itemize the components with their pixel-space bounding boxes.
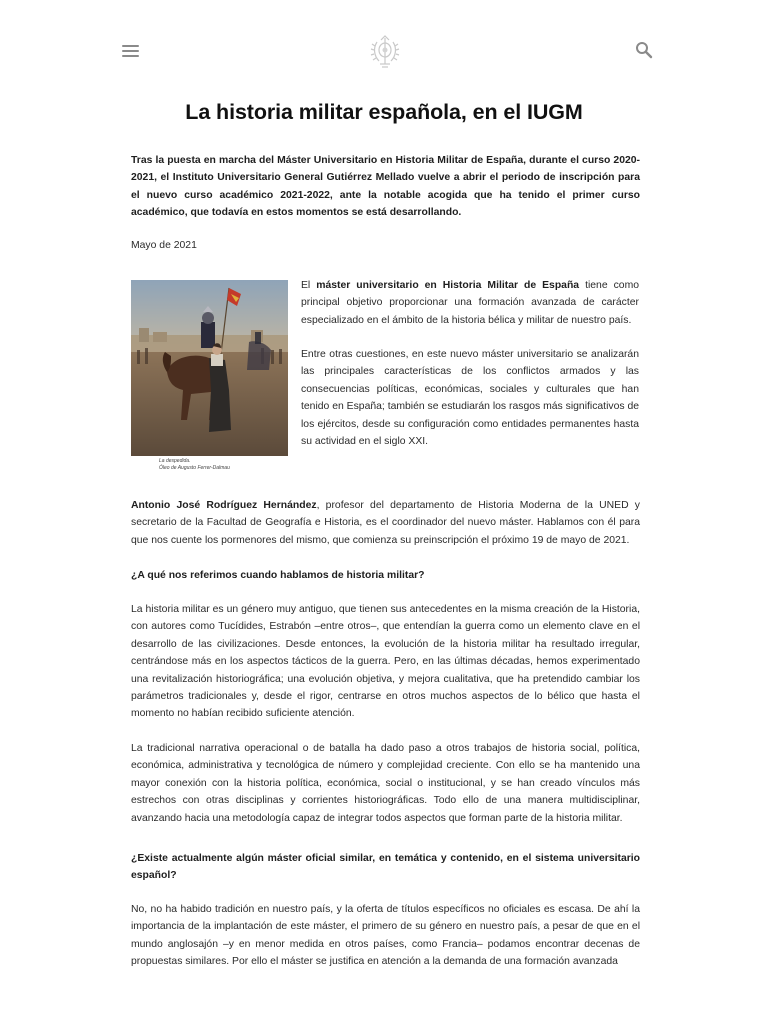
master-name: máster universitario en Historia Militar de España [316, 280, 580, 291]
image-caption [159, 458, 230, 472]
article-lead: Tras la puesta en marcha del Máster Universitario en Historia Militar de España, durante el curso 2020-2021, el Instituto Universitario General Gutiérrez Mellado vuelve a abrir el periodo de inscripción para el nuevo curso académico 2021-2022, ante la notable acogida que ha tenido el primer curso académico, que todavía en estos momentos se está desarrollando. [131, 155, 640, 219]
caption-title: La despedida. [159, 458, 191, 464]
author-paragraph [131, 497, 640, 549]
intro-paragraph [301, 277, 639, 329]
question-heading: ¿A qué nos referimos cuando hablamos de historia militar? [131, 570, 425, 581]
author-name: Antonio José Rodríguez Hernández [131, 500, 317, 511]
top-bar [0, 0, 768, 100]
hamburger-menu-icon[interactable] [122, 44, 140, 58]
search-icon[interactable] [634, 40, 654, 60]
crest-logo-icon[interactable] [367, 34, 403, 70]
intro-suffix: tiene como principal objetivo proporcionar una formación avanzada de carácter especializado en el ámbito de la historia bélica y militar de nuestro país. [301, 280, 640, 326]
menu-line [122, 50, 139, 52]
answer-paragraph: No, no ha habido tradición en nuestro país, y la oferta de títulos específicos no oficiales es escasa. De ahí la importancia de la implantación de este máster, el primero de su género en nuestro país, a pesar de que en el mundo anglosajón –y en menor medida en otros países, como Francia– podamos encontrar decenas de propuestas similares. Por ello el máster se justifica en atención a la demanda de una formación avanzada [131, 904, 640, 968]
intro-prefix: El [301, 280, 317, 291]
menu-line [122, 55, 139, 57]
article-date: Mayo de 2021 [131, 240, 197, 251]
answer-paragraph: La historia militar es un género muy antiguo, que tienen sus antecedentes en la misma creación de la Historia, con autores como Tucídides, Estrabón –entre otros–, que entendían la guerra como un elemento clave en el desarrollo de las civilizaciones. Desde entonces, la evolución de la historia militar ha resultado irregular, centrándose más en los aspectos tácticos de la guerra. Pero, en las últimas décadas, hemos experimentado una revitalización historiográfica; una evolución objetiva, y mejora cualitativa, que ha pretendido cambiar los parámetros tradicionales y, desde el rigor, centrarse en otros muchos aspectos de lo bélico que hasta el momento no habían recibido suficiente atención. [131, 604, 640, 720]
page-title: La historia militar española, en el IUGM [185, 100, 583, 124]
contents-paragraph: Entre otras cuestiones, en este nuevo máster universitario se analizarán las principales características de los conflictos armados y las consecuencias políticas, económicas, sociales y culturales que han tenido en España; también se estudiarán los rasgos más significativos de los ejércitos, desde su configuración como entidades permanentes hasta su actividad en el siglo XXI. [301, 349, 639, 448]
author-description: , profesor del departamento de Historia Moderna de la UNED y secretario de la Facultad de Geografía e Historia, es el coordinador del nuevo máster. Hablamos con él para que nos cuente los pormenores del mismo, que comienza su preinscripción el próximo 19 de mayo de 2021. [131, 500, 641, 546]
painting-image [131, 280, 288, 456]
caption-author: Óleo de Augusto Ferrer-Dalmau [159, 465, 230, 471]
menu-line [122, 45, 139, 47]
answer-paragraph: La tradicional narrativa operacional o de batalla ha dado paso a otros trabajos de historia social, política, económica, administrativa y tecnológica de número y complejidad creciente. Con ello se ha mantenido una mayor conexión con la historia política, económica, social o institucional, y se han creado vínculos más estrechos con otras disciplinas y corrientes historiográficas. Todo ello de una manera multidisciplinar, avanzando hacia una metodología capaz de integrar todos aspectos que forman parte de la historia militar. [131, 743, 640, 824]
question-heading: ¿Existe actualmente algún máster oficial similar, en temática y contenido, en el sistema universitario español? [131, 853, 640, 882]
